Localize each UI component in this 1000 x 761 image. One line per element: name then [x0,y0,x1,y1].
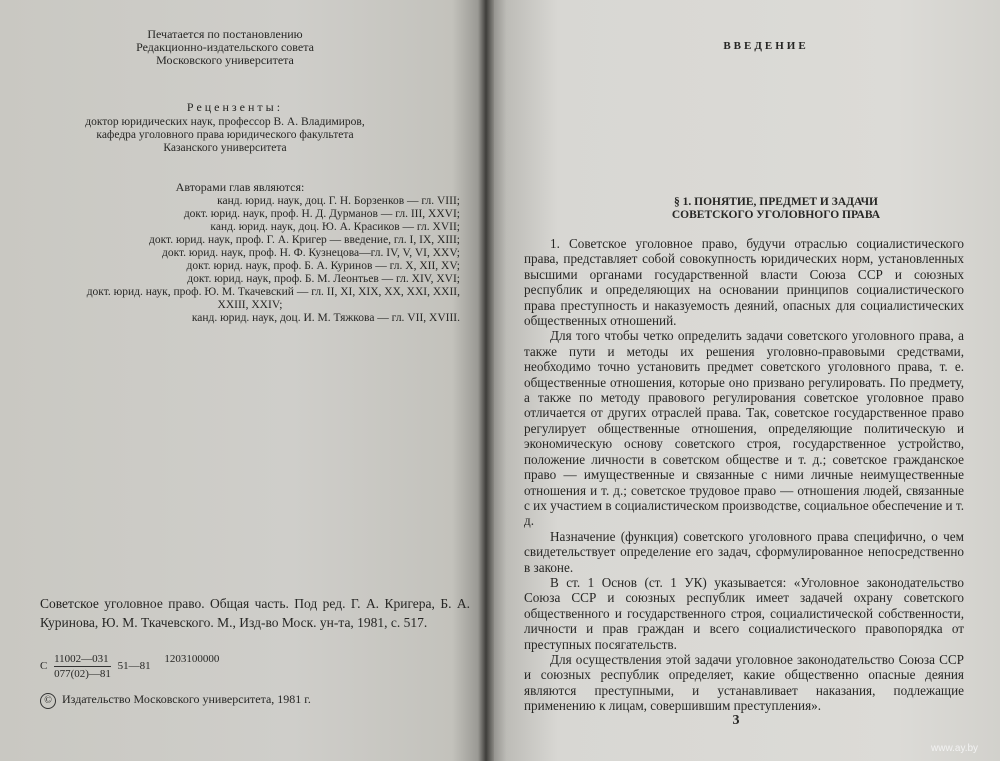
paragraph: Для того чтобы четко определить задачи советского уголовного права, а также пути и методы их решения уголовно-правовыми средствами, необходимо точно установить предмет советского уголовного права, т. е. общественные отношения, которые оно призвано регулировать. По предмету, а также по методу правового регулирования советское уголовное право отличается от других отраслей права. Так, советское государственное право регулирует общественные отношения, определяющие политическую и экономическую основу советского строя, государственное устройство, положение личности в советском обществе и т. д.; советское гражданское право — имущественные и связанные с ними личные неимущественные отношения и т. д.; советское трудовое право — отношения людей, связанные с их участием в социалистическом производстве, социальное обеспечение и т. д. [524,328,964,529]
section-heading-line: СОВЕТСКОГО УГОЛОВНОГО ПРАВА [671,209,881,221]
copyright-text: Издательство Московского университета, 1981 г. [62,692,311,706]
biblio-text: уголовное право. Общая часть. Под ред. Г. А. Кригера, Б. А. Куринова, Ю. М. Ткачевского. М., Изд-во Моск. ун-та, 1981, с. 517. [40,596,470,630]
copyright-line [40,692,460,709]
left-page [0,0,486,761]
biblio-title-word: Советское [40,596,99,611]
paragraph: В ст. 1 Основ (ст. 1 УК) указывается: «Уголовное законодательство Союза ССР и союзных республик имеет задачей охрану советского общественного и государственного строя, социалистической собственности, личности и прав граждан и всего социалистического правопорядка от преступных посягательств. [524,574,964,652]
code-numerator: 11002—031 [54,652,111,667]
code-suffix: 51—81 [117,660,151,673]
publication-note-line: Московского университета [156,53,294,67]
author-line: докт. юрид. наук, проф. Н. Ф. Кузнецова—гл. IV, V, VI, XXV; [161,247,460,259]
authors-list [40,195,460,325]
watermark: www.ay.by [931,743,979,754]
author-line: канд. юрид. наук, доц. Ю. А. Красиков — гл. XVII; [210,221,460,233]
section-heading-line: § 1. ПОНЯТИЕ, ПРЕДМЕТ И ЗАДАЧИ [674,196,878,208]
section-heading [576,196,976,222]
publication-note-line: Редакционно-издательского совета [136,40,314,54]
author-line: докт. юрид. наук, проф. Н. Д. Дурманов — гл. III, XXVI; [183,208,460,220]
publisher-code [40,652,340,681]
publication-note-line: Печатается по постановлению [147,27,303,41]
paragraph: Назначение (функция) советского уголовного права специфично, о чем свидетельствует определение его задач, сформулированное непосредственно в законе. [524,528,964,575]
page-number: 3 [732,713,740,728]
reviewers-block [55,116,395,155]
author-line: докт. юрид. наук, проф. Ю. М. Ткачевский — гл. II, XI, XIX, XX, XXI, XXII, [86,286,460,298]
code-fraction [54,652,111,681]
reviewer-line: Казанского университета [163,142,287,154]
copyright-icon: © [40,693,56,709]
paragraph: 1. Советское уголовное право, будучи отраслью социалистического права, представляет собой совокупность юридических норм, установленных высшими органами государственной власти Союза ССР и союзных республик и определяющих на основании принципов социалистического права преступность и наказуемость деяний, опасных для социалистических общественных отношений. [524,236,964,329]
author-line: докт. юрид. наук, проф. Б. М. Леонтьев — гл. XIV, XVI; [187,273,460,285]
introduction-heading: ВВЕДЕНИЕ [723,40,809,52]
author-line: канд. юрид. наук, доц. И. М. Тяжкова — гл. VII, XVIII. [191,312,460,324]
reviewers-heading: Рецензенты: [186,100,284,114]
code-denominator: 077(02)—81 [54,668,111,680]
body-text [524,236,964,714]
bibliographic-description [40,594,470,632]
author-line: докт. юрид. наук, проф. Г. А. Кригер — введение, гл. I, IX, XIII; [149,234,460,246]
code-letter: С [40,660,48,673]
author-line: канд. юрид. наук, доц. Г. Н. Борзенков — гл. VIII; [217,195,460,207]
book-spine-gutter [478,0,494,761]
reviewer-line: кафедра уголовного права юридического факультета [96,129,354,141]
publication-note [110,28,340,67]
paragraph: Для осуществления этой задачи уголовное законодательство Союза ССР и союзных республик определяет, какие общественно опасные деяния являются преступными, и устанавливает наказания, подлежащие применению к лицам, совершившим преступления». [524,651,964,714]
code-number: 1203100000 [164,653,220,666]
author-line: XXIII, XXIV; [217,299,283,311]
reviewer-line: доктор юридических наук, профессор В. А. Владимиров, [85,116,365,128]
author-line: докт. юрид. наук, проф. Б. А. Куринов — гл. X, XII, XV; [186,260,460,272]
right-page [486,0,1000,761]
authors-heading: Авторами глав являются: [175,180,305,194]
